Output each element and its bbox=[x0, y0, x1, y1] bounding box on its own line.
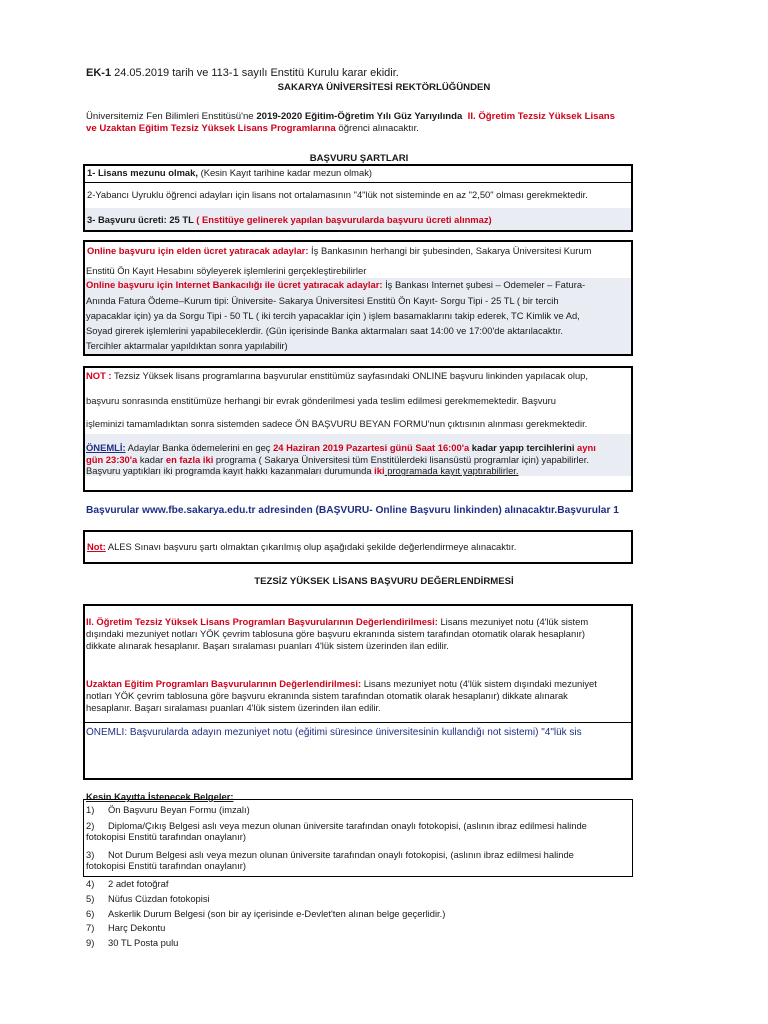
onemli-1c: kadar yapıp tercihlerini bbox=[469, 442, 578, 453]
belge-num: 1) bbox=[86, 804, 95, 815]
onemli-1b: 24 Haziran 2019 Pazartesi günü Saat 16:00'a bbox=[273, 442, 470, 453]
sart-2: 2-Yabancı Uyruklu öğrenci adayları için lisans not ortalamasının "4"lük not sisteminde en az "2,50" olması gerekmektedir. bbox=[87, 189, 588, 200]
uz-text-1: Lisans mezuniyet notu (4'lük sistem dışındaki mezuniyet bbox=[361, 678, 597, 689]
onemli-line-3 bbox=[86, 465, 519, 476]
uz-line-1 bbox=[86, 678, 597, 689]
not-line-2: başvuru sonrasında enstitümüze herhangi bir evrak gönderilmesi yada teslim edilmesi gerekmemektedir. Başvuru bbox=[86, 395, 557, 406]
belge-text: Ön Başvuru Beyan Formu (imzalı) bbox=[108, 804, 250, 815]
degerlendirme-title: TEZSİZ YÜKSEK LİSANS BAŞVURU DEĞERLENDİRMESİ bbox=[254, 576, 514, 587]
sart-3-red: ( Enstitüye gelinerek yapılan başvurularda başvuru ücreti alınmaz) bbox=[193, 214, 492, 225]
elden-text-1: İş Bankasının herhangi bir şubesinden, Sakarya Üniversitesi Kurum bbox=[308, 245, 592, 256]
internet-label: Online başvuru için Internet Bankacılığı ile ücret yatıracak adaylar: bbox=[86, 279, 383, 290]
onemli-3a: Başvuru yaptıkları iki programda kayıt hakkı kazanmaları durumunda bbox=[86, 465, 375, 476]
ii-line-3: dikkate alınarak hesaplanır. Başarı sıralaması puanları 4'lük sistem üzerinden ilan edilir. bbox=[86, 640, 449, 651]
not-line-3: işleminizi tamamladıktan sonra sistemden sadece ÖN BAŞVURU BEYAN FORMU'nun çıktısının alınması gerekmektedir. bbox=[86, 418, 588, 429]
belge-text: Askerlik Durum Belgesi (son bir ay içerisinde e-Devlet'ten alınan belge geçerlidir.) bbox=[108, 908, 446, 919]
internet-line-4: Soyad girerek işlemlerini yapabileceklerdir. (Gün içerisinde Banka aktarmaları saat 14:00 ve 17:00'de aktarılacaktır. bbox=[86, 325, 564, 336]
uz-label: Uzaktan Eğitim Programları Başvurularının Değerlendirilmesi: bbox=[86, 678, 362, 689]
intro-line-2 bbox=[86, 123, 419, 134]
elden-line-2: Enstitü Ön Kayıt Hesabını söyleyerek işlemlerini gerçekleştirebilirler bbox=[86, 265, 367, 276]
sart-1-rest: (Kesin Kayıt tarihine kadar mezun olmak) bbox=[197, 167, 373, 178]
internet-text-1: İş Bankası Internet şubesi – Odemeler – Fatura- bbox=[382, 279, 586, 290]
internet-line-1 bbox=[86, 279, 585, 290]
sart-3-bold: 3- Başvuru ücreti: 25 TL bbox=[87, 214, 194, 225]
belge-item-7 bbox=[86, 922, 165, 933]
rektorluk-title: SAKARYA ÜNİVERSİTESİ REKTÖRLÜĞÜNDEN bbox=[277, 82, 491, 93]
belge-item-3-cont: fotokopisi Enstitü tarafından onaylanır) bbox=[86, 860, 246, 871]
not-text-1: Tezsiz Yüksek lisans programlarına başvurular enstitümüz sayfasındaki ONLINE başvuru linkinden yapılacak olup, bbox=[111, 370, 588, 381]
belge-item-8 bbox=[86, 937, 178, 948]
ek-text: 24.05.2019 tarih ve 113-1 sayılı Enstitü Kurulu karar ekidir. bbox=[114, 67, 399, 79]
belge-num: 5) bbox=[86, 893, 95, 904]
onemli-3b: iki bbox=[374, 465, 385, 476]
belge-num: 3) bbox=[86, 849, 95, 860]
uz-line-3: hesaplanır. Başarı sıralaması puanları 4'lük sistem üzerinden ilan edilir. bbox=[86, 702, 381, 713]
belge-text: 2 adet fotoğraf bbox=[108, 878, 169, 889]
ales-text: ALES Sınavı başvuru şartı olmaktan çıkarılmış olup aşağıdaki şekilde değerlendirmeye alınacaktır. bbox=[105, 541, 517, 552]
belge-item-2-cont: fotokopisi Enstitü tarafından onaylanır) bbox=[86, 831, 246, 842]
intro-programs-1: II. Öğretim Tezsiz Yüksek Lisans bbox=[467, 111, 615, 122]
intro-line-1 bbox=[86, 111, 615, 122]
elden-label: Online başvuru için elden ücret yatıracak adaylar: bbox=[87, 245, 309, 256]
intro-programs-2: ve Uzaktan Eğitim Tezsiz Yüksek Lisans Programlarına bbox=[86, 123, 336, 134]
belgeler-title: Kesin Kayıtta İstenecek Belgeler: bbox=[86, 791, 234, 802]
ii-label: II. Öğretim Tezsiz Yüksek Lisans Programları Başvurularının Değerlendirilmesi: bbox=[86, 616, 438, 627]
not-line-1 bbox=[86, 370, 588, 381]
onemli-2c: en fazla iki bbox=[165, 454, 214, 465]
belge-item-3 bbox=[86, 849, 574, 860]
belge-item-5 bbox=[86, 893, 210, 904]
elden-line-1 bbox=[87, 245, 591, 256]
belge-num: 2) bbox=[86, 820, 95, 831]
sart-1-bold: 1- Lisans mezunu olmak, bbox=[87, 167, 198, 178]
internet-line-2: Anında Fatura Ödeme–Kurum tipi: Üniversite- Sakarya Üniversitesi Enstitü Ön Kayıt- Sorgu Tipi - 25 TL ( bir tercih bbox=[86, 295, 559, 306]
onemli-1a: Adaylar Banka ödemelerini en geç bbox=[125, 442, 274, 453]
belge-num: 7) bbox=[86, 922, 95, 933]
intro-part1: Üniversitemiz Fen Bilimleri Enstitüsü'ne bbox=[86, 111, 257, 122]
belge-text: 30 TL Posta pulu bbox=[108, 937, 179, 948]
ales-line bbox=[87, 541, 516, 552]
onemli-2d: programa ( Sakarya Üniversitesi tüm Enstitülerdeki lisansüstü programlar için) yapabilirler. bbox=[213, 454, 589, 465]
basvuru-sartlari-title: BAŞVURU ŞARTLARI bbox=[309, 153, 409, 164]
belge-item-1 bbox=[86, 804, 250, 815]
onemli-3c: programada kayıt yaptırabilirler. bbox=[384, 465, 519, 476]
ii-text-1: Lisans mezuniyet notu (4'lük sistem bbox=[437, 616, 589, 627]
uz-line-2: notları YÖK çevrim tablosuna göre başvuru ekranında sistem tarafından otomatik olarak hesaplanır) dikkate alınarak bbox=[86, 690, 568, 701]
intro-tail: öğrenci alınacaktır. bbox=[335, 123, 419, 134]
onemli-label: ÖNEMLİ: bbox=[86, 442, 126, 453]
onemli-1d: aynı bbox=[577, 442, 596, 453]
sart-3 bbox=[87, 214, 492, 225]
onemli-line-2 bbox=[86, 454, 589, 465]
belge-num: 6) bbox=[86, 908, 95, 919]
ii-line-2: dışındaki mezuniyet notları YÖK çevrim tablosuna göre başvuru ekranında sistem tarafından otomatik olarak hesaplanır) bbox=[86, 628, 586, 639]
not-label: NOT : bbox=[86, 370, 112, 381]
belge-text: Nüfus Cüzdan fotokopisi bbox=[108, 893, 210, 904]
belge-text: Not Durum Belgesi aslı veya mezun olunan üniversite tarafından onaylı fotokopisi, (aslının ibraz edilmesi halinde bbox=[108, 849, 574, 860]
belge-text: Diploma/Çıkış Belgesi aslı veya mezun olunan üniversite tarafından onaylı fotokopisi, (aslının ibraz edilmesi halinde bbox=[108, 820, 587, 831]
ek-note bbox=[86, 67, 399, 79]
belge-num: 9) bbox=[86, 937, 95, 948]
onemli-2a: gün 23:30'a bbox=[86, 454, 138, 465]
onemli-line-1 bbox=[86, 442, 596, 453]
belge-item-4 bbox=[86, 878, 168, 889]
belge-num: 4) bbox=[86, 878, 95, 889]
ales-label: Not: bbox=[87, 541, 106, 552]
degerlendirme-onemli: ÖNEMLİ: Başvurularda adayın mezuniyet notu (eğitimi süresince üniversitesinin kullandığı not sistemi) "4"lük sis bbox=[86, 727, 582, 738]
internet-line-5: Tercihler aktarmalar yapıldıktan sonra yapılabilir) bbox=[86, 340, 288, 351]
basvuru-web-link[interactable]: Başvurular www.fbe.sakarya.edu.tr adresinden (BAŞVURU- Online Başvuru linkinden) alınacaktır.Başvurular 1 bbox=[86, 505, 619, 516]
intro-year: 2019-2020 Eğitim-Öğretim Yılı Güz Yarıyılında bbox=[256, 111, 463, 122]
belge-item-2 bbox=[86, 820, 587, 831]
ek-label: EK-1 bbox=[86, 67, 112, 79]
belge-item-6 bbox=[86, 908, 445, 919]
belge-text: Harç Dekontu bbox=[108, 922, 166, 933]
internet-line-3: yapacaklar için) ya da Sorgu Tipi - 50 TL ( iki tercih yapacaklar için ) işlem basamaklarını takip ederek, TC Kimlik ve Ad, bbox=[86, 310, 580, 321]
ii-line-1 bbox=[86, 616, 588, 627]
onemli-2b: kadar bbox=[137, 454, 166, 465]
sart-1 bbox=[87, 167, 372, 178]
